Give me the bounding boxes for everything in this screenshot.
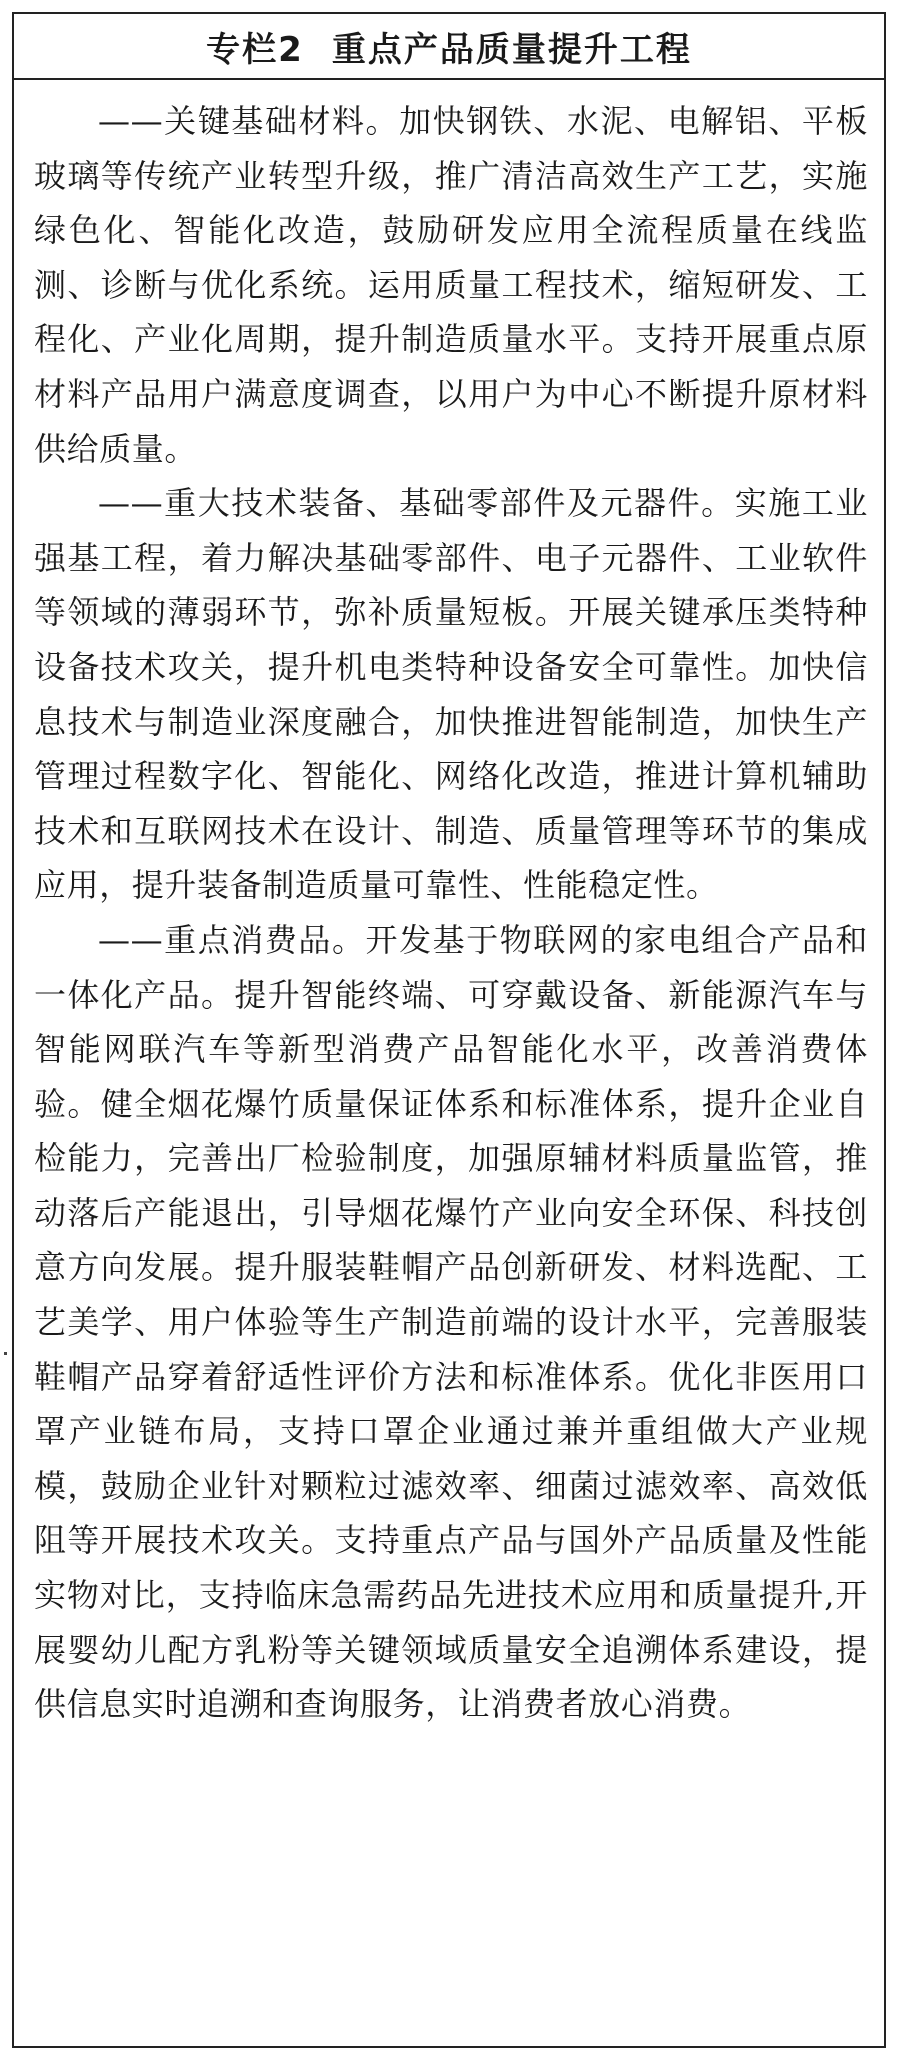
column-box — [12, 12, 886, 2048]
box-header — [14, 14, 884, 80]
box-body — [14, 80, 884, 1732]
box-title-label: 专栏2 — [206, 29, 304, 70]
paragraph-key-materials: ——关键基础材料。加快钢铁、水泥、电解铝、平板玻璃等传统产业转型升级，推广清洁高效生产工艺，实施绿色化、智能化改造，鼓励研发应用全流程质量在线监测、诊断与优化系统。运用质量工程技术，缩短研发、工程化、产业化周期，提升制造质量水平。支持开展重点原材料产品用户满意度调查，以用户为中心不断提升原材料供给质量。 — [34, 102, 868, 468]
paragraph-consumer-goods: ——重点消费品。开发基于物联网的家电组合产品和一体化产品。提升智能终端、可穿戴设备、新能源汽车与智能网联汽车等新型消费产品智能化水平，改善消费体验。健全烟花爆竹质量保证体系和标准体系，提升企业自检能力，完善出厂检验制度，加强原辅材料质量监管，推动落后产能退出，引导烟花爆竹产业向安全环保、科技创意方向发展。提升服装鞋帽产品创新研发、材料选配、工艺美学、用户体验等生产制造前端的设计水平，完善服装鞋帽产品穿着舒适性评价方法和标准体系。优化非医用口罩产业链布局，支持口罩企业通过兼并重组做大产业规模，鼓励企业针对颗粒过滤效率、细菌过滤效率、高效低阻等开展技术攻关。支持重点产品与国外产品质量及性能实物对比，支持临床急需药品先进技术应用和质量提升,开展婴幼儿配方乳粉等关键领域质量安全追溯体系建设，提供信息实时追溯和查询服务，让消费者放心消费。 — [34, 920, 868, 1724]
box-title-text: 重点产品质量提升工程 — [331, 29, 692, 70]
box-title — [206, 22, 692, 71]
paragraph-equipment-components: ——重大技术装备、基础零部件及元器件。实施工业强基工程，着力解决基础零部件、电子元器件、工业软件等领域的薄弱环节，弥补质量短板。开展关键承压类特种设备技术攻关，提升机电类特种设备安全可靠性。加快信息技术与制造业深度融合，加快推进智能制造，加快生产管理过程数字化、智能化、网络化改造，推进计算机辅助技术和互联网技术在设计、制造、质量管理等环节的集成应用，提升装备制造质量可靠性、性能稳定性。 — [34, 484, 868, 905]
scan-dot-mark — [4, 1352, 7, 1355]
